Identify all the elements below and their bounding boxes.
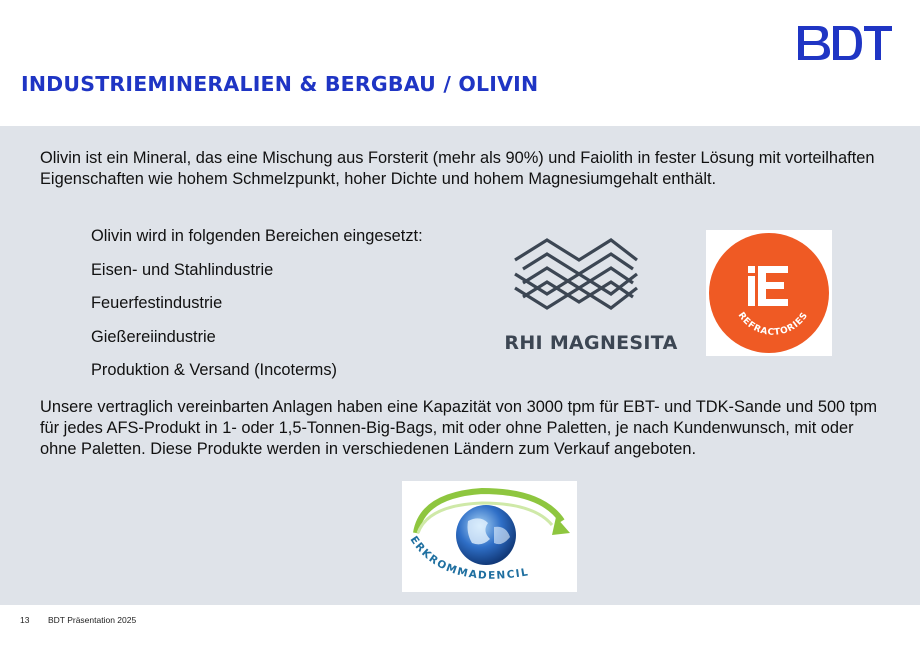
erkrom-name: ERKROMMADENCIL [407, 534, 531, 582]
erkrom-madencilik-logo [402, 481, 577, 592]
ie-refractories-logo [706, 230, 832, 356]
list-item: Produktion & Versand (Incoterms) [91, 361, 337, 379]
list-item: Eisen- und Stahlindustrie [91, 260, 274, 279]
presentation-label: BDT Präsentation 2025 [48, 615, 137, 625]
globe-icon [402, 481, 577, 592]
slide-title: INDUSTRIEMINERALIEN & BERGBAU / OLIVIN [21, 72, 539, 96]
rhi-waves-icon [485, 232, 697, 328]
ie-caption: REFRACTORIES [735, 310, 811, 338]
rhi-magnesita-name: RHI MAGNESITA [504, 332, 678, 354]
page-number: 13 [20, 615, 30, 625]
footer [20, 615, 136, 625]
uses-intro: Olivin wird in folgenden Bereichen eingesetzt: [91, 227, 423, 245]
intro-paragraph: Olivin ist ein Mineral, das eine Mischung aus Forsterit (mehr als 90%) und Faiolith in fester Lösung mit vorteilhaften Eigenschaften wie hohem Schmelzpunkt, hoher Dichte und hohem Magnesiumgehalt enthält. [40, 149, 875, 188]
closing-paragraph: Unsere vertraglich vereinbarten Anlagen haben eine Kapazität von 3000 tpm für EBT- und TDK-Sande und 500 tpm für jedes AFS-Produkt in 1- oder 1,5-Tonnen-Big-Bags, mit oder ohne Paletten, je nach Kundenwunsch, mit oder ohne Paletten. Diese Produkte werden in verschiedenen Ländern zum Verkauf angeboten. [40, 398, 878, 458]
uses-list [91, 226, 423, 394]
bdt-logo [796, 24, 894, 62]
list-item: Feuerfestindustrie [91, 294, 223, 312]
rhi-magnesita-logo [485, 232, 697, 360]
ie-refractories-icon [706, 230, 832, 356]
list-item: Gießereiindustrie [91, 327, 216, 346]
